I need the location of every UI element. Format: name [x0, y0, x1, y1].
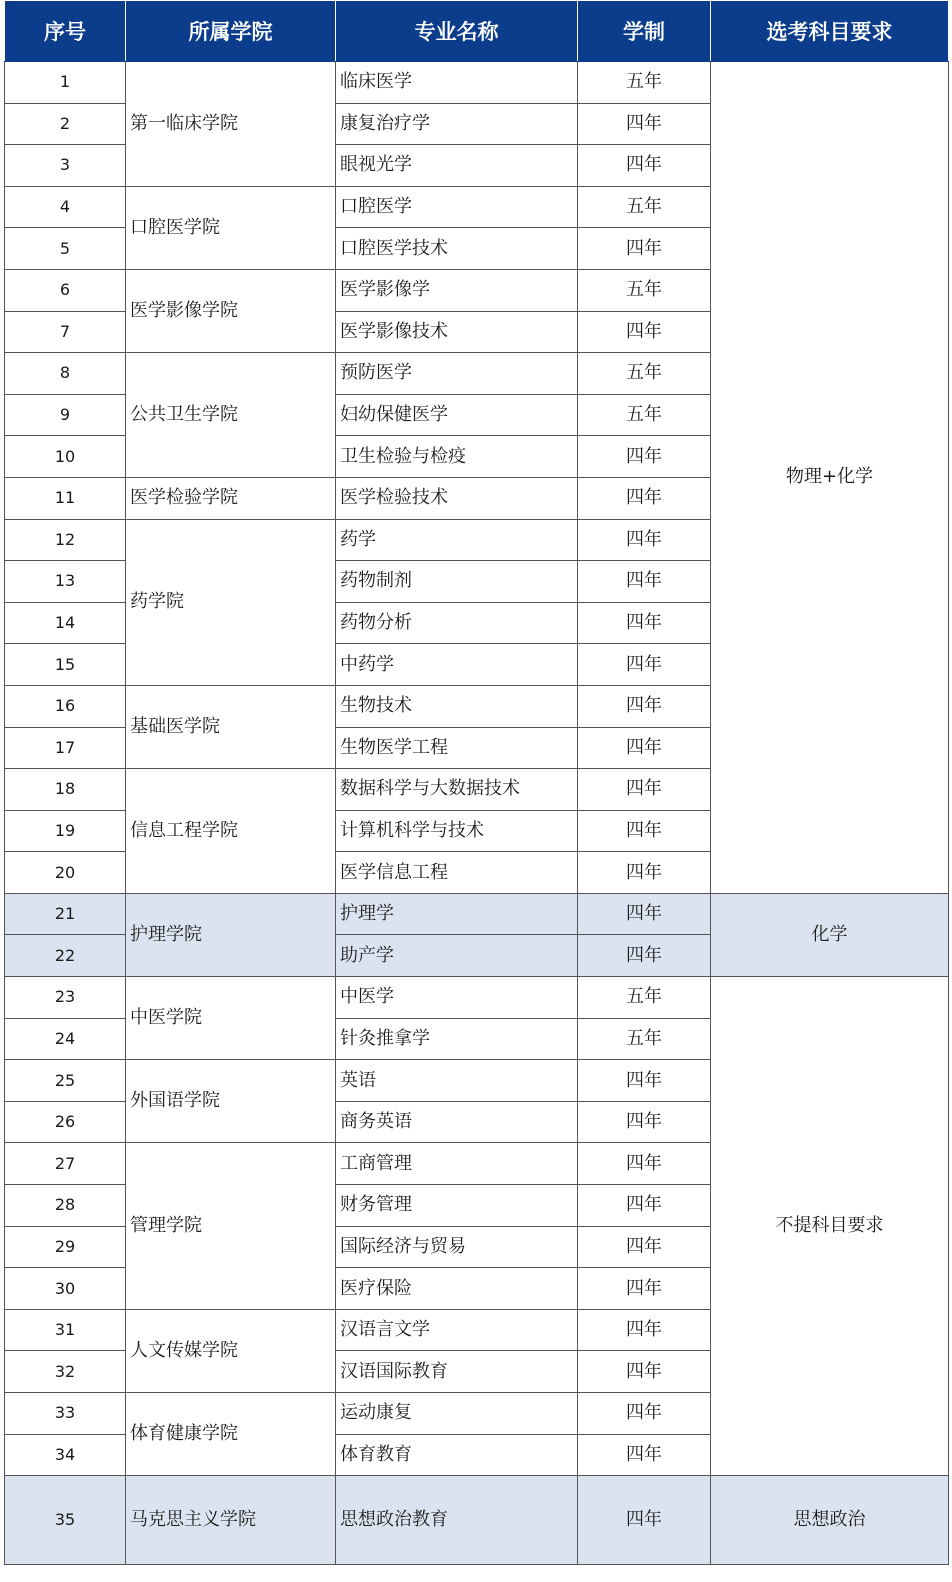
college-cell: 医学检验学院	[126, 477, 336, 519]
college-cell: 中医学院	[126, 977, 336, 1060]
row-number: 9	[5, 394, 126, 436]
row-number: 13	[5, 561, 126, 603]
major-cell: 医学检验技术	[336, 477, 578, 519]
duration-cell: 四年	[578, 935, 711, 977]
duration-cell: 四年	[578, 311, 711, 353]
row-number: 30	[5, 1268, 126, 1310]
major-cell: 工商管理	[336, 1143, 578, 1185]
major-cell: 康复治疗学	[336, 103, 578, 145]
row-number: 12	[5, 519, 126, 561]
major-cell: 生物医学工程	[336, 727, 578, 769]
row-number: 18	[5, 769, 126, 811]
college-cell: 公共卫生学院	[126, 353, 336, 478]
major-cell: 商务英语	[336, 1101, 578, 1143]
requirement-cell: 思想政治	[711, 1476, 949, 1565]
requirement-cell: 不提科目要求	[711, 977, 949, 1476]
major-cell: 体育教育	[336, 1434, 578, 1476]
college-cell: 人文传媒学院	[126, 1309, 336, 1392]
row-number: 28	[5, 1185, 126, 1227]
major-cell: 财务管理	[336, 1185, 578, 1227]
major-cell: 英语	[336, 1060, 578, 1102]
duration-cell: 四年	[578, 477, 711, 519]
header-requirement: 选考科目要求	[711, 1, 949, 62]
duration-cell: 四年	[578, 602, 711, 644]
duration-cell: 四年	[578, 852, 711, 894]
major-cell: 中药学	[336, 644, 578, 686]
duration-cell: 四年	[578, 228, 711, 270]
row-number: 27	[5, 1143, 126, 1185]
row-number: 21	[5, 893, 126, 935]
major-cell: 卫生检验与检疫	[336, 436, 578, 478]
majors-table	[4, 0, 949, 1565]
college-cell: 医学影像学院	[126, 269, 336, 352]
header-major: 专业名称	[336, 1, 578, 62]
major-cell: 药物分析	[336, 602, 578, 644]
duration-cell: 四年	[578, 1101, 711, 1143]
requirement-cell: 化学	[711, 893, 949, 976]
row-number: 23	[5, 977, 126, 1019]
row-number: 7	[5, 311, 126, 353]
college-cell: 药学院	[126, 519, 336, 685]
row-number: 6	[5, 269, 126, 311]
college-cell: 外国语学院	[126, 1060, 336, 1143]
duration-cell: 五年	[578, 186, 711, 228]
major-cell: 医学影像学	[336, 269, 578, 311]
duration-cell: 五年	[578, 353, 711, 395]
major-cell: 眼视光学	[336, 145, 578, 187]
duration-cell: 四年	[578, 1268, 711, 1310]
duration-cell: 四年	[578, 727, 711, 769]
college-cell: 马克思主义学院	[126, 1476, 336, 1565]
header-row	[5, 1, 949, 62]
duration-cell: 四年	[578, 1226, 711, 1268]
row-number: 3	[5, 145, 126, 187]
major-cell: 口腔医学技术	[336, 228, 578, 270]
duration-cell: 四年	[578, 1185, 711, 1227]
duration-cell: 四年	[578, 893, 711, 935]
row-number: 29	[5, 1226, 126, 1268]
duration-cell: 五年	[578, 977, 711, 1019]
duration-cell: 四年	[578, 436, 711, 478]
row-number: 22	[5, 935, 126, 977]
duration-cell: 四年	[578, 145, 711, 187]
row-number: 20	[5, 852, 126, 894]
duration-cell: 四年	[578, 1060, 711, 1102]
duration-cell: 四年	[578, 810, 711, 852]
row-number: 11	[5, 477, 126, 519]
row-number: 26	[5, 1101, 126, 1143]
row-number: 31	[5, 1309, 126, 1351]
row-number: 24	[5, 1018, 126, 1060]
college-cell: 口腔医学院	[126, 186, 336, 269]
row-number: 5	[5, 228, 126, 270]
row-number: 2	[5, 103, 126, 145]
header-college: 所属学院	[126, 1, 336, 62]
major-cell: 口腔医学	[336, 186, 578, 228]
college-cell: 信息工程学院	[126, 769, 336, 894]
college-cell: 体育健康学院	[126, 1393, 336, 1476]
major-cell: 生物技术	[336, 685, 578, 727]
duration-cell: 四年	[578, 1351, 711, 1393]
major-cell: 汉语言文学	[336, 1309, 578, 1351]
major-cell: 药物制剂	[336, 561, 578, 603]
duration-cell: 四年	[578, 1434, 711, 1476]
major-cell: 妇幼保健医学	[336, 394, 578, 436]
major-cell: 助产学	[336, 935, 578, 977]
duration-cell: 五年	[578, 62, 711, 104]
major-cell: 汉语国际教育	[336, 1351, 578, 1393]
major-cell: 数据科学与大数据技术	[336, 769, 578, 811]
table-row	[5, 893, 949, 935]
row-number: 19	[5, 810, 126, 852]
duration-cell: 五年	[578, 1018, 711, 1060]
major-cell: 医学影像技术	[336, 311, 578, 353]
row-number: 4	[5, 186, 126, 228]
major-cell: 护理学	[336, 893, 578, 935]
duration-cell: 四年	[578, 1143, 711, 1185]
duration-cell: 四年	[578, 519, 711, 561]
college-cell: 基础医学院	[126, 685, 336, 768]
college-cell: 护理学院	[126, 893, 336, 976]
major-cell: 预防医学	[336, 353, 578, 395]
row-number: 16	[5, 685, 126, 727]
row-number: 10	[5, 436, 126, 478]
major-cell: 医学信息工程	[336, 852, 578, 894]
row-number: 17	[5, 727, 126, 769]
row-number: 35	[5, 1476, 126, 1565]
duration-cell: 四年	[578, 1309, 711, 1351]
row-number: 25	[5, 1060, 126, 1102]
table-row	[5, 977, 949, 1019]
duration-cell: 四年	[578, 103, 711, 145]
table-row	[5, 1476, 949, 1565]
row-number: 32	[5, 1351, 126, 1393]
major-cell: 中医学	[336, 977, 578, 1019]
major-cell: 思想政治教育	[336, 1476, 578, 1565]
duration-cell: 四年	[578, 685, 711, 727]
duration-cell: 五年	[578, 269, 711, 311]
major-cell: 计算机科学与技术	[336, 810, 578, 852]
table-row	[5, 62, 949, 104]
major-cell: 药学	[336, 519, 578, 561]
row-number: 14	[5, 602, 126, 644]
row-number: 33	[5, 1393, 126, 1435]
major-cell: 针灸推拿学	[336, 1018, 578, 1060]
duration-cell: 四年	[578, 644, 711, 686]
requirement-cell: 物理+化学	[711, 62, 949, 894]
header-duration: 学制	[578, 1, 711, 62]
row-number: 15	[5, 644, 126, 686]
duration-cell: 四年	[578, 1476, 711, 1565]
major-cell: 运动康复	[336, 1393, 578, 1435]
duration-cell: 四年	[578, 561, 711, 603]
duration-cell: 五年	[578, 394, 711, 436]
college-cell: 管理学院	[126, 1143, 336, 1309]
major-cell: 临床医学	[336, 62, 578, 104]
major-cell: 医疗保险	[336, 1268, 578, 1310]
row-number: 34	[5, 1434, 126, 1476]
duration-cell: 四年	[578, 769, 711, 811]
duration-cell: 四年	[578, 1393, 711, 1435]
college-cell: 第一临床学院	[126, 62, 336, 187]
header-num: 序号	[5, 1, 126, 62]
row-number: 1	[5, 62, 126, 104]
row-number: 8	[5, 353, 126, 395]
major-cell: 国际经济与贸易	[336, 1226, 578, 1268]
